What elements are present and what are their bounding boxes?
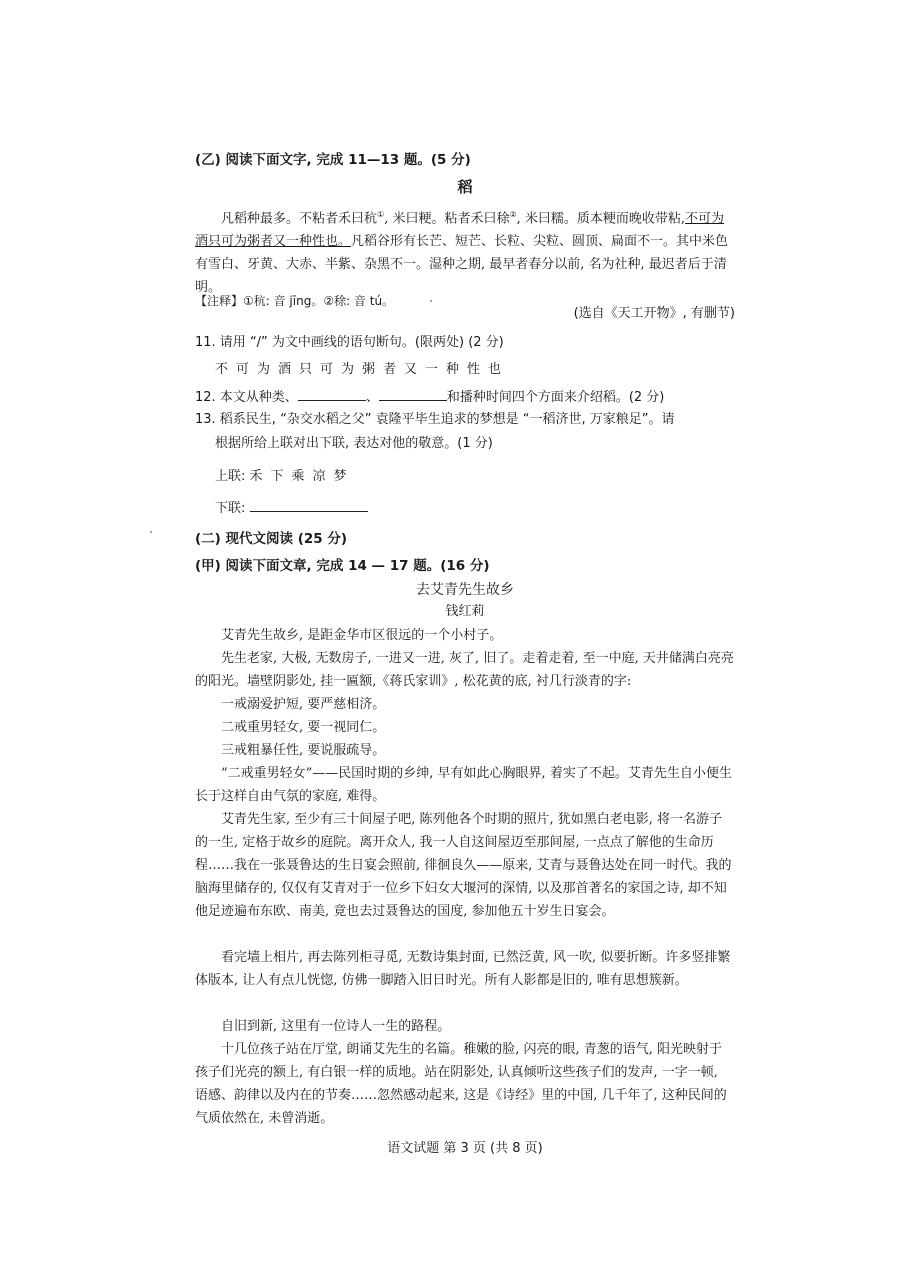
family-rule-2: 二戒重男轻女, 要一视同仁。	[221, 720, 386, 735]
section-jia-heading: (甲) 阅读下面文章, 完成 14 — 17 题。(16 分)	[195, 558, 490, 574]
question-12	[195, 386, 735, 408]
rice-text-c: , 米曰糯。质本粳而晚收带粘,	[516, 211, 686, 227]
upper-couplet-label: 上联:	[215, 469, 246, 484]
rice-passage	[195, 203, 735, 299]
passage-title-rice: 稻	[457, 178, 473, 196]
family-rule-3: 三戒粗暴任性, 要说服疏导。	[221, 743, 386, 758]
article-para-3: “二戒重男轻女”——民国时期的乡绅, 早有如此心胸眼界, 着实了不起。艾青先生自小便生长于这样自由气氛的家庭, 难得。	[195, 766, 732, 804]
article-para-2: 先生老家, 大极, 无数房子, 一进又一进, 灰了, 旧了。走着走着, 至一中庭, 天井储满白亮亮的阳光。墙壁阴影处, 挂一匾额,《蒋氏家训》, 松花黄的底, 衬几行淡青的字:	[195, 651, 734, 689]
source-citation: (选自《天工开物》, 有删节)	[573, 306, 735, 321]
article-para-6: 自旧到新, 这里有一位诗人一生的路程。	[221, 1019, 451, 1034]
family-rule-1: 一戒溺爱护短, 要严慈相济。	[221, 697, 386, 712]
article-title: 去艾青先生故乡	[416, 582, 514, 598]
section-two-heading: (二) 现代文阅读 (25 分)	[195, 531, 348, 547]
answer-blank-12b[interactable]	[379, 386, 447, 401]
question-13: 13. 稻系民生, “杂交水稻之父” 袁隆平毕生追求的梦想是 “一稻济世, 万家粮足”。请	[195, 412, 675, 427]
upper-couplet-text: 禾下乘凉梦	[249, 469, 355, 484]
question-11: 11. 请用 “/” 为文中画线的语句断句。(限两处) (2 分)	[195, 335, 504, 350]
article-para-4: 艾青先生家, 至少有三十间屋子吧, 陈列他各个时期的照片, 犹如黑白老电影, 将一名游子的一生, 定格于故乡的庭院。离开众人, 我一人自这间屋迈至那间屋, 一点点了解他的生命历程……我在一张聂鲁达的生日宴会照前, 徘徊良久——原来, 艾青与聂鲁达处在同一时代。我的脑海里储存的, 仅仅有艾青对于一位乡下妇女大堰河的深情, 以及那首著名的家国之诗, 却不知他足迹遍布东欧、南美, 竟也去过聂鲁达的国度, 参加他五十岁生日宴会。	[195, 812, 732, 919]
question-11-sentence: 不可为酒只可为粥者又一种性也	[215, 362, 510, 377]
annotation-note: 【注释】①秔: 音 jīng。②稌: 音 tú。	[195, 294, 395, 308]
upper-couplet	[215, 467, 755, 487]
section-yi-heading: (乙) 阅读下面文字, 完成 11—13 题。(5 分)	[195, 152, 471, 168]
page-footer: 语文试题 第 3 页 (共 8 页)	[387, 1141, 543, 1156]
rice-text-a: 凡稻种最多。不粘者禾曰秔	[221, 211, 378, 227]
lower-couplet-label: 下联:	[215, 501, 246, 516]
question-13-line2: 根据所给上联对出下联, 表达对他的敬意。(1 分)	[215, 436, 493, 451]
article-para-7: 十几位孩子站在厅堂, 朗诵艾先生的名篇。稚嫩的脸, 闪亮的眼, 青葱的语气, 阳光映射于孩子们光亮的额上, 有白银一样的质地。站在阴影处, 认真倾听这些孩子们的发声, 一字一顿, 语感、韵律以及内在的节奏……忽然感动起来, 这是《诗经》里的中国, 几千年了, 这种民间的气质依然在, 未曾消逝。	[195, 1042, 727, 1126]
article-para-5: 看完墙上相片, 再去陈列柜寻觅, 无数诗集封面, 已然泛黄, 风一吹, 似要折断。许多竖排繁体版本, 让人有点儿恍惚, 仿佛一脚踏入旧日时光。所有人影都是旧的, 唯有思想簇新。	[195, 950, 731, 988]
rice-text-d: 凡稻谷形有长芒、短芒、长粒、尖粒、圆顶、扁面不一。其中米色有雪白、牙黄、大赤、半紫、杂黑不一。湿种之期, 最早者春分以前, 名为社种, 最迟者后于清明。	[195, 234, 729, 296]
article-para-1: 艾青先生故乡, 是距金华市区很远的一个小村子。	[221, 628, 503, 643]
question-12-separator: 、	[365, 390, 379, 405]
answer-blank-12a[interactable]	[298, 386, 366, 401]
question-12-part-b: 和播种时间四个方面来介绍稻。(2 分)	[446, 390, 665, 405]
scan-speck	[150, 531, 152, 533]
scan-speck	[430, 300, 432, 302]
article-author: 钱红莉	[445, 604, 485, 619]
question-12-part-a: 12. 本文从种类、	[195, 390, 298, 405]
answer-blank-13[interactable]	[250, 497, 368, 512]
rice-text-b: , 米曰粳。粘者禾曰稌	[384, 211, 510, 227]
lower-couplet	[215, 497, 755, 519]
underlined-sentence: 不可为酒只可为粥者又一种性也。	[195, 211, 725, 250]
footnote-mark-1: ①	[377, 210, 385, 219]
footnote-mark-2: ②	[509, 210, 517, 219]
